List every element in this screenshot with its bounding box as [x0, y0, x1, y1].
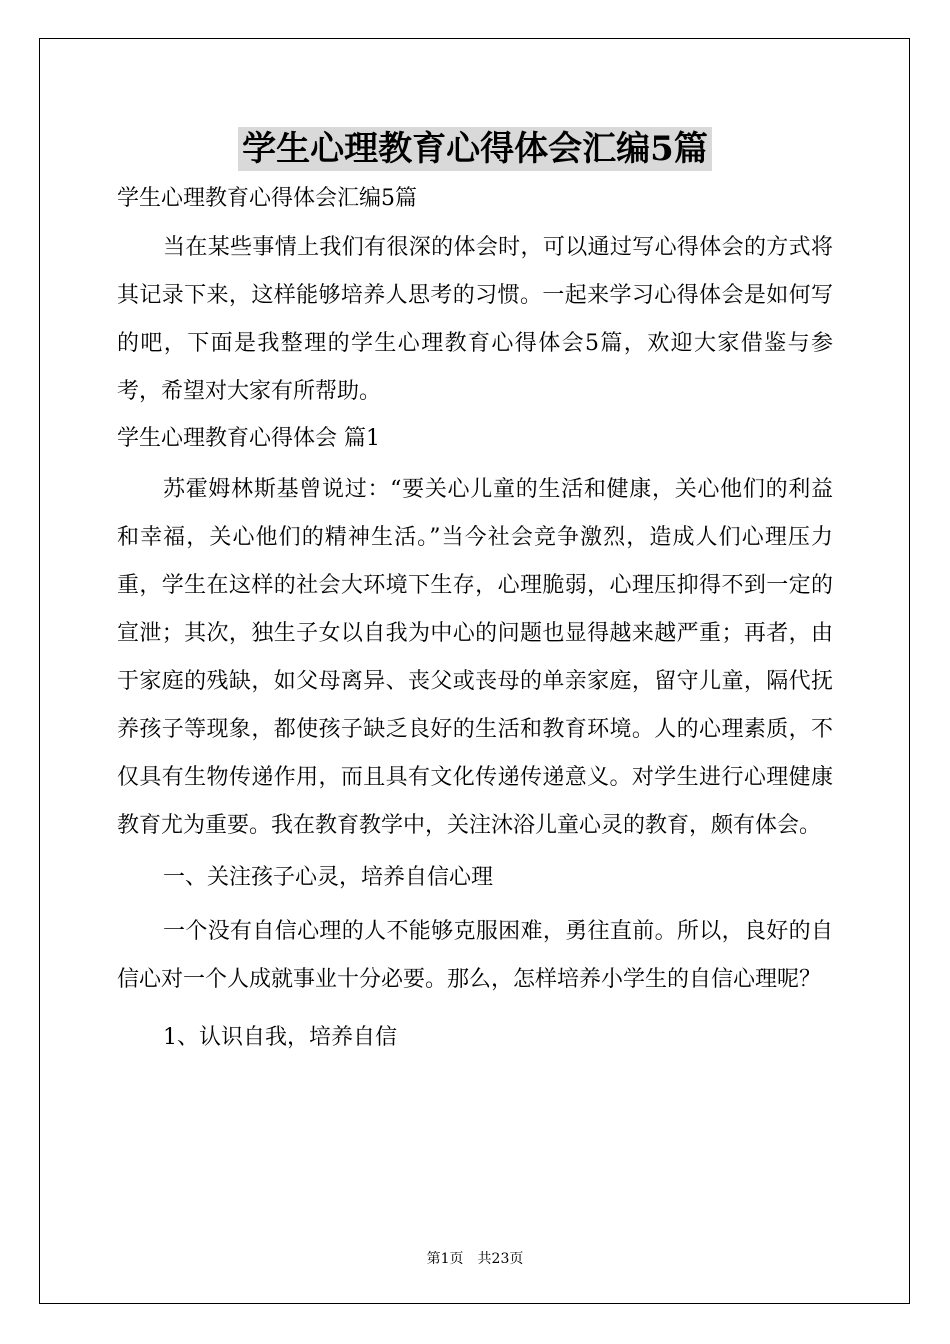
page-footer: 第1页 共23页: [426, 1251, 524, 1267]
point-heading: 一、关注孩子心灵，培养自信心理: [163, 865, 494, 890]
point-paragraph: 一个没有自信心理的人不能够克服困难，勇往直前。所以，良好的自信心对一个人成就事业十分必要。那么，怎样培养小学生的自信心理呢？: [117, 919, 833, 992]
document-body: [117, 180, 833, 1062]
section-heading: 学生心理教育心得体会 篇1: [117, 426, 380, 451]
title-container: [0, 127, 950, 171]
intro-paragraph: 当在某些事情上我们有很深的体会时，可以通过写心得体会的方式将其记录下来，这样能够培养人思考的习惯。一起来学习心得体会是如何写的吧，下面是我整理的学生心理教育心得体会5篇，欢迎大家借鉴与参考，希望对大家有所帮助。: [117, 235, 833, 404]
document-title: 学生心理教育心得体会汇编5篇: [238, 127, 712, 171]
document-subtitle: 学生心理教育心得体会汇编5篇: [117, 186, 417, 211]
subpoint-heading: 1、认识自我，培养自信: [163, 1025, 397, 1050]
section-paragraph: 苏霍姆林斯基曾说过：“要关心儿童的生活和健康，关心他们的利益和幸福，关心他们的精神生活。”当今社会竞争激烈，造成人们心理压力重，学生在这样的社会大环境下生存，心理脆弱，心理压抑得不到一定的宣泄；其次，独生子女以自我为中心的问题也显得越来越严重；再者，由于家庭的残缺，如父母离异、丧父或丧母的单亲家庭，留守儿童，隔代抚养孩子等现象，都使孩子缺乏良好的生活和教育环境。人的心理素质，不仅具有生物传递作用，而且具有文化传递传递意义。对学生进行心理健康教育尤为重要。我在教育教学中，关注沐浴儿童心灵的教育，颇有体会。: [117, 477, 833, 838]
